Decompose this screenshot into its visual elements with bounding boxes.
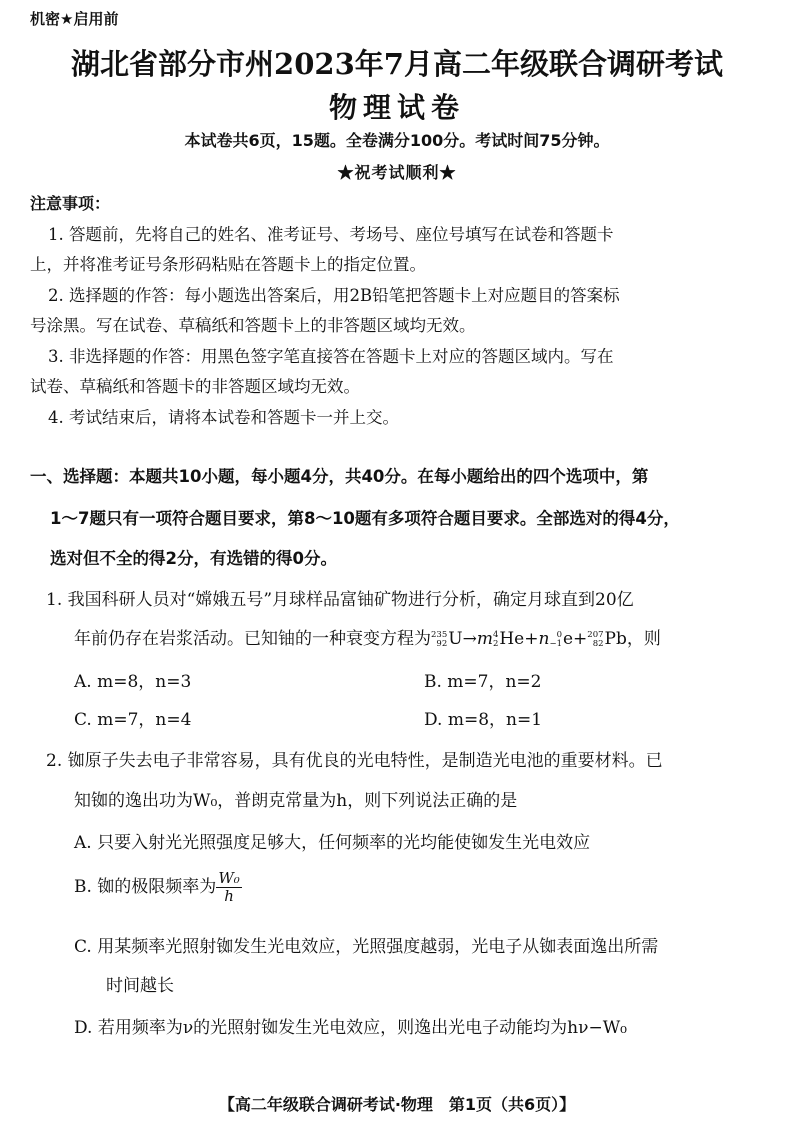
q2-option-d: D. 若用频率为ν的光照射铷发生光电效应，则逸出光电子动能均为hν−W₀ — [74, 1018, 627, 1038]
pb-symbol: Pb — [604, 629, 627, 649]
section1-line-2: 1～7题只有一项符合题目要求，第8～10题有多项符合题目要求。全部选对的得4分， — [50, 509, 680, 528]
exam-subtitle: 物理试卷 — [328, 91, 465, 124]
plus-sign: + — [524, 629, 539, 649]
q1-line-2-suffix: ，则 — [626, 629, 661, 649]
section1-line-1: 一、选择题：本题共10小题，每小题4分，共40分。在每小题给出的四个选项中，第 — [30, 467, 649, 486]
notice-heading: 注意事项： — [30, 194, 111, 213]
q2-option-b-text: B. 铷的极限频率为 — [74, 877, 217, 897]
pb-nucleon: 207 82 — [587, 629, 604, 649]
q1-option-c: C. m=7，n=4 — [74, 710, 192, 730]
q2-option-c-line-2: 时间越长 — [106, 976, 174, 996]
q2-line-1: 2. 铷原子失去电子非常容易，具有优良的光电特性，是制造光电池的重要材料。已 — [46, 751, 663, 771]
plus-sign: + — [573, 629, 588, 649]
arrow-icon: → — [462, 629, 477, 649]
page-footer: 【高二年级联合调研考试·物理 第1页（共6页）】 — [218, 1095, 576, 1114]
notice-line-5: 3. 非选择题的作答：用黑色签字笔直接答在答题卡上对应的答题区域内。写在 — [48, 347, 614, 366]
q2-option-a: A. 只要入射光光照强度足够大，任何频率的光均能使铷发生光电效应 — [74, 833, 591, 853]
u-nucleon: 235 92 — [431, 629, 448, 649]
q1-option-b: B. m=7，n=2 — [424, 672, 542, 692]
notice-line-2: 上，并将准考证号条形码粘贴在答题卡上的指定位置。 — [30, 255, 426, 274]
q1-option-a: A. m=8，n=3 — [74, 672, 192, 692]
e-nucleon: 0 −1 — [549, 629, 562, 649]
q1-option-d: D. m=8，n=1 — [424, 710, 543, 730]
notice-line-4: 号涂黑。写在试卷、草稿纸和答题卡上的非答题区域均无效。 — [30, 316, 476, 335]
q2-line-2: 知铷的逸出功为W₀，普朗克常量为h，则下列说法正确的是 — [74, 791, 518, 811]
fraction-w0-over-h: $\frac{\text{W₀}}{h}$ — [218, 869, 240, 905]
confidential-label: 机密★启用前 — [30, 10, 119, 28]
m-variable: m — [476, 629, 493, 649]
he-nucleon: 4 2 — [492, 629, 499, 649]
exam-title: 湖北省部分市州2023年7月高二年级联合调研考试 — [71, 47, 723, 81]
u-symbol: U — [448, 629, 463, 649]
notice-line-1: 1. 答题前，先将自己的姓名、准考证号、考场号、座位号填写在试卷和答题卡 — [48, 225, 614, 244]
notice-line-7: 4. 考试结束后，请将本试卷和答题卡一并上交。 — [48, 408, 399, 427]
he-symbol: He — [499, 629, 525, 649]
exam-info: 本试卷共6页，15题。全卷满分100分。考试时间75分钟。 — [184, 131, 610, 150]
notice-line-6: 试卷、草稿纸和答题卡的非答题区域均无效。 — [30, 377, 360, 396]
q1-line-1: 1. 我国科研人员对“嫦娥五号”月球样品富铀矿物进行分析，确定月球直到20亿 — [46, 590, 634, 610]
good-luck-line: ★祝考试顺利★ — [337, 163, 457, 182]
q1-line-2-text: 年前仍存在岩浆活动。已知铀的一种衰变方程为 — [74, 629, 431, 649]
n-variable: n — [538, 629, 550, 649]
section1-line-3: 选对但不全的得2分，有选错的得0分。 — [50, 549, 337, 568]
q2-option-c-line-1: C. 用某频率光照射铷发生光电效应，光照强度越弱，光电子从铷表面逸出所需 — [74, 937, 659, 957]
q1-line-2 — [74, 624, 661, 649]
e-symbol: e — [562, 629, 574, 649]
q2-option-b — [74, 870, 242, 905]
notice-line-3: 2. 选择题的作答：每小题选出答案后，用2B铅笔把答题卡上对应题目的答案标 — [48, 286, 620, 305]
